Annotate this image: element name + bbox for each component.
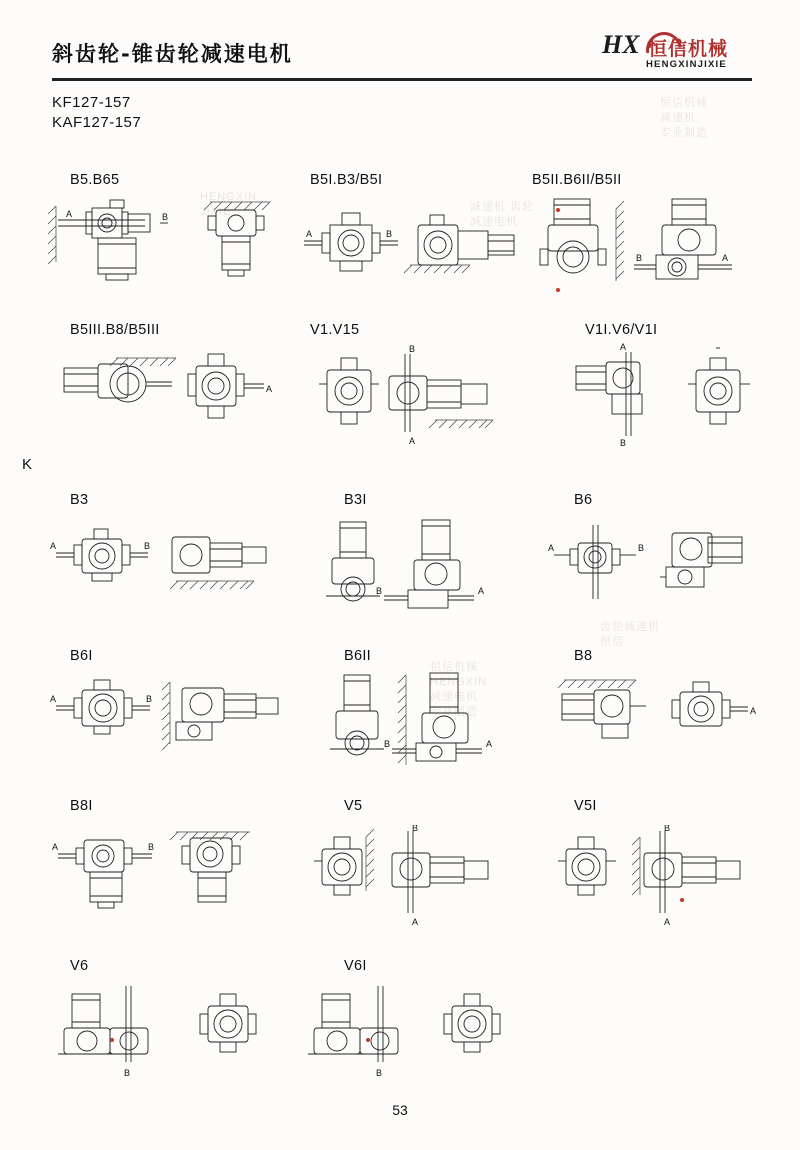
- group-label-b8i: B8I: [70, 798, 93, 814]
- figure-b5-b65: [40, 190, 280, 300]
- page-header: [52, 30, 752, 82]
- svg-text:A: A: [486, 739, 493, 749]
- company-logo: [602, 30, 752, 78]
- svg-text:B: B: [124, 1068, 131, 1078]
- svg-text:B: B: [384, 739, 391, 749]
- group-label-b5iii-b8-b5iii: B5III.B8/B5III: [70, 322, 160, 338]
- figure-v6i: [300, 980, 550, 1080]
- svg-text:B: B: [386, 229, 393, 239]
- figure-b6i: [40, 672, 290, 762]
- svg-text:B: B: [409, 344, 416, 354]
- svg-text:A: A: [66, 209, 73, 219]
- figure-b8i: [40, 822, 290, 932]
- logo-company-name-cn: 恒信机械: [648, 38, 729, 60]
- figure-v1-v15: [305, 340, 545, 450]
- logo-company-name-pinyin: HENGXINJIXIE: [646, 59, 727, 70]
- figure-b6: [540, 515, 770, 615]
- print-mark-dot: [110, 1038, 114, 1042]
- figure-v1i-v6-v1i: [560, 340, 790, 450]
- group-label-b6ii: B6II: [344, 648, 371, 664]
- watermark-text-4: 恒信机械 HENGXIN 减速电机 专业制造: [430, 661, 488, 718]
- watermark-text-5: 齿轮减速机 恒信: [600, 621, 660, 648]
- header-divider: [52, 78, 752, 81]
- group-label-b5i-b3-b5i: B5I.B3/B5I: [310, 172, 383, 188]
- figure-v6: [40, 980, 290, 1080]
- group-label-b6: B6: [574, 492, 593, 508]
- watermark-text-2: HENGXIN JIXIE: [200, 191, 258, 218]
- svg-text:A: A: [478, 586, 485, 596]
- group-label-v5: V5: [344, 798, 363, 814]
- model-code-list: [52, 93, 141, 133]
- figure-b6ii: [318, 665, 528, 775]
- svg-text:A: A: [306, 229, 313, 239]
- group-label-v5i: V5I: [574, 798, 597, 814]
- figure-b5iii-b8-b5iii: [46, 340, 286, 445]
- group-label-b3: B3: [70, 492, 89, 508]
- svg-text:B: B: [620, 438, 627, 448]
- group-label-b3i: B3I: [344, 492, 367, 508]
- group-label-v6: V6: [70, 958, 89, 974]
- group-label-v1-v15: V1.V15: [310, 322, 360, 338]
- print-mark-dot: [680, 898, 684, 902]
- print-mark-dot: [556, 288, 560, 292]
- svg-text:B: B: [146, 694, 153, 704]
- svg-text:A: A: [50, 694, 57, 704]
- figure-v5i: [540, 825, 770, 935]
- svg-text:A: A: [750, 706, 757, 716]
- svg-text:B: B: [148, 842, 155, 852]
- svg-text:B: B: [144, 541, 151, 551]
- group-label-v6i: V6I: [344, 958, 367, 974]
- svg-text:A: A: [548, 543, 555, 553]
- model-code-2: KAF127-157: [52, 114, 142, 131]
- figure-v5: [300, 825, 530, 935]
- svg-text:A: A: [620, 342, 627, 352]
- figure-b5i-b3-b5i: [290, 195, 530, 300]
- svg-text:B: B: [412, 825, 419, 833]
- print-mark-dot: [366, 1038, 370, 1042]
- svg-text:B: B: [376, 1068, 383, 1078]
- watermark-text-3: 减速机 齿轮 减速电机: [470, 201, 535, 228]
- figure-b5ii-b6ii-b5ii: [524, 185, 774, 300]
- svg-text:B: B: [636, 253, 643, 263]
- svg-text:A: A: [409, 436, 416, 446]
- svg-text:A: A: [664, 917, 671, 927]
- group-label-b6i: B6I: [70, 648, 93, 664]
- print-mark-dot: [556, 208, 560, 212]
- section-letter-k: K: [22, 456, 33, 473]
- logo-initials: HX: [602, 30, 640, 59]
- svg-text:B: B: [664, 825, 671, 833]
- page-title: 斜齿轮-锥齿轮减速电机: [52, 42, 293, 66]
- model-code-1: KF127-157: [52, 94, 131, 111]
- figure-b3i: [318, 510, 528, 620]
- group-label-b5ii-b6ii-b5ii: B5II.B6II/B5II: [532, 172, 622, 188]
- svg-text:A: A: [52, 842, 59, 852]
- svg-text:A: A: [50, 541, 57, 551]
- svg-text:A: A: [266, 384, 273, 394]
- svg-text:B: B: [638, 543, 645, 553]
- figure-b3: [40, 515, 290, 615]
- watermark-text-1: 恒信机械 减速机 专业制造: [660, 97, 708, 139]
- svg-text:A: A: [412, 917, 419, 927]
- group-label-b5-b65: B5.B65: [70, 172, 120, 188]
- group-label-b8: B8: [574, 648, 593, 664]
- figure-b8: [540, 672, 770, 762]
- svg-text:B: B: [376, 586, 383, 596]
- page-number: 53: [392, 1102, 408, 1118]
- group-label-v1i-v6-v1i: V1I.V6/V1I: [585, 322, 658, 338]
- svg-text:B: B: [162, 212, 169, 222]
- svg-text:A: A: [722, 253, 729, 263]
